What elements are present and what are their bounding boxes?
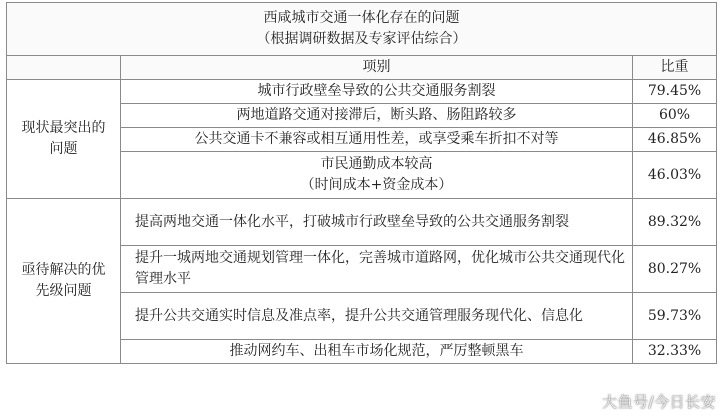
item-cell bbox=[121, 152, 633, 199]
category-label: 现状最突出的问题 bbox=[21, 120, 106, 157]
ratio-cell: 80.27% bbox=[633, 246, 717, 293]
item-cell: 公共交通卡不兼容或相互通用性差，或享受乘车折扣不对等 bbox=[121, 128, 633, 152]
item-cell: 城市行政壁垒导致的公共交通服务割裂 bbox=[121, 80, 633, 104]
ratio-cell: 59.73% bbox=[633, 293, 717, 340]
item-cell: 提高两地交通一体化水平，打破城市行政壁垒导致的公共交通服务割裂 bbox=[121, 199, 633, 246]
item-text-line1: 市民通勤成本较高 bbox=[320, 156, 433, 172]
title-row bbox=[7, 3, 717, 56]
table-row bbox=[7, 199, 717, 246]
item-cell: 提升一城两地交通规划管理一体化，完善城市道路网，优化城市公共交通现代化管理水平 bbox=[121, 246, 633, 293]
header-row bbox=[7, 56, 717, 80]
category-priority-issues bbox=[7, 199, 121, 364]
category-label: 亟待解决的优先级问题 bbox=[21, 262, 106, 299]
ratio-cell: 60% bbox=[633, 104, 717, 128]
watermark: 大鱼号/今日长安 bbox=[601, 393, 716, 411]
ratio-cell: 79.45% bbox=[633, 80, 717, 104]
item-cell: 推动网约车、出租车市场化规范，严厉整顿黑车 bbox=[121, 340, 633, 364]
header-item: 项别 bbox=[121, 56, 633, 80]
ratio-cell: 46.85% bbox=[633, 128, 717, 152]
table-title bbox=[7, 3, 717, 56]
item-cell: 提升公共交通实时信息及准点率，提升公共交通管理服务现代化、信息化 bbox=[121, 293, 633, 340]
ratio-cell: 32.33% bbox=[633, 340, 717, 364]
header-ratio: 比重 bbox=[633, 56, 717, 80]
item-cell: 两地道路交通对接滞后，断头路、肠阻路较多 bbox=[121, 104, 633, 128]
ratio-cell: 89.32% bbox=[633, 199, 717, 246]
table-title-line2: （根据调研数据及专家评估综合） bbox=[256, 31, 467, 47]
item-text-line2: （时间成本+资金成本） bbox=[300, 177, 453, 193]
issues-table bbox=[6, 2, 717, 364]
header-blank bbox=[7, 56, 121, 80]
table-row bbox=[7, 80, 717, 104]
ratio-cell: 46.03% bbox=[633, 152, 717, 199]
category-current-issues bbox=[7, 80, 121, 199]
table-title-line1: 西咸城市交通一体化存在的问题 bbox=[263, 10, 460, 26]
